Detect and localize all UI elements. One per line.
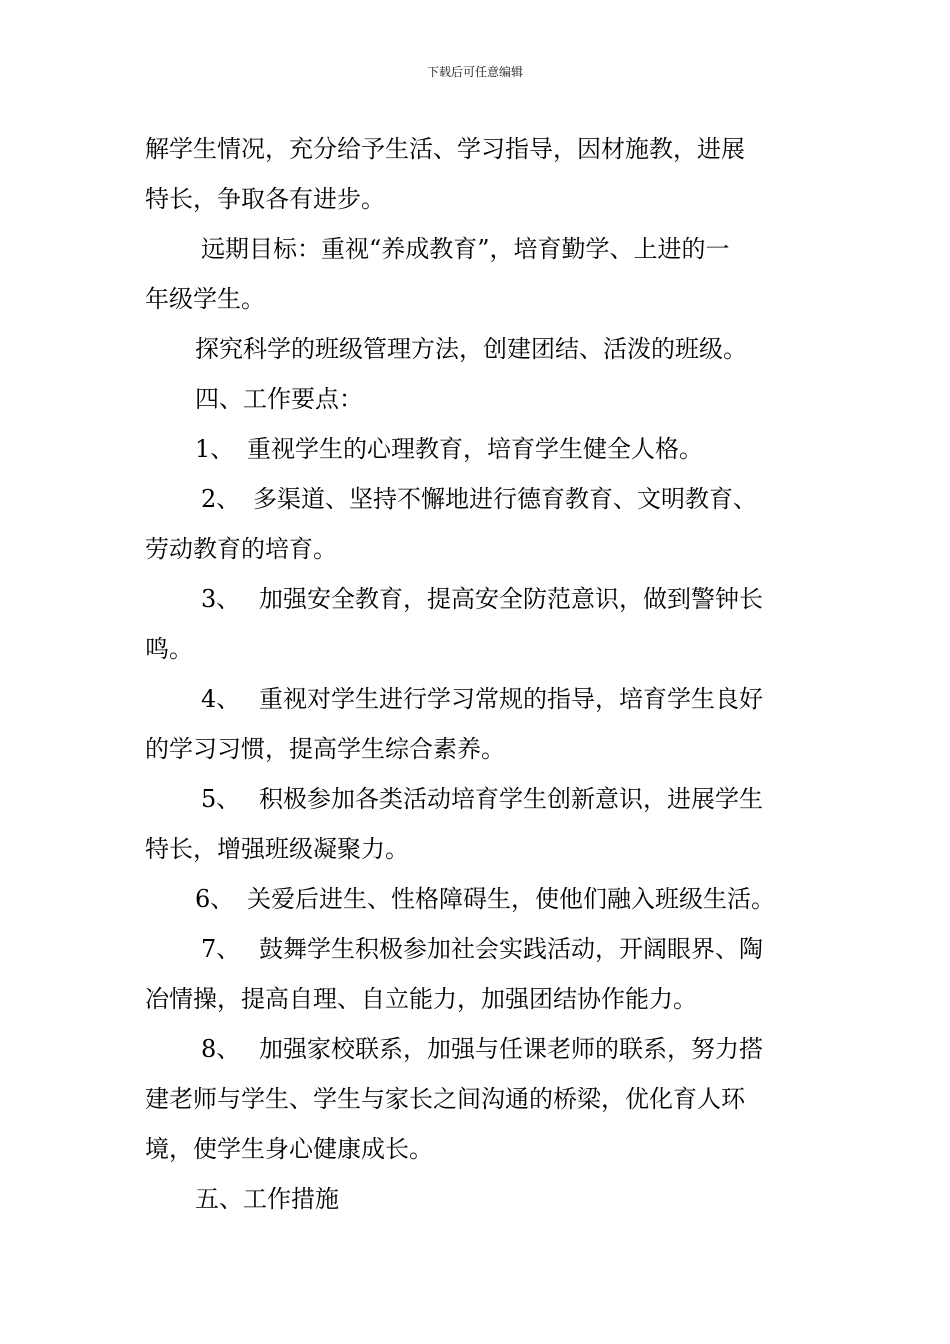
- list-item-text: 加强安全教育，提高安全防范意识，做到警钟长: [259, 585, 763, 613]
- list-number: 7、: [201, 935, 241, 963]
- list-item-text: 积极参加各类活动培育学生创新意识，进展学生: [259, 785, 763, 813]
- list-item: [145, 924, 810, 1024]
- text-line: 探究科学的班级管理方法，创建团结、活泼的班级。: [195, 335, 747, 363]
- paragraph-continuation: [145, 124, 810, 224]
- text-line: [145, 924, 810, 974]
- list-item: [145, 424, 810, 474]
- list-item: [145, 574, 810, 674]
- text-line: 鸣。: [145, 635, 193, 663]
- text-line: [145, 574, 810, 624]
- text-line: [145, 474, 810, 524]
- list-item: [145, 874, 810, 924]
- text-line: 远期目标：重视“养成教育”，培育勤学、上进的一: [201, 235, 730, 263]
- text-line: [145, 1024, 810, 1074]
- text-line: 解学生情况，充分给予生活、学习指导，因材施教，进展: [145, 135, 745, 163]
- list-number: 3、: [201, 585, 241, 613]
- section-heading-work-measures: [145, 1174, 810, 1224]
- list-number: 2、: [201, 485, 241, 513]
- section-heading-work-points: [145, 374, 810, 424]
- list-item-text: 关爱后进生、性格障碍生，使他们融入班级生活。: [247, 885, 775, 913]
- list-item-text: 鼓舞学生积极参加社会实践活动，开阔眼界、陶: [259, 935, 763, 963]
- list-number: 5、: [201, 785, 241, 813]
- text-line: 建老师与学生、学生与家长之间沟通的桥梁，优化育人环: [145, 1085, 745, 1113]
- text-line: 的学习习惯，提高学生综合素养。: [145, 735, 505, 763]
- page-header: 下载后可任意编辑: [426, 65, 523, 79]
- text-line: [145, 424, 810, 474]
- list-item-text: 重视对学生进行学习常规的指导，培育学生良好: [259, 685, 763, 713]
- text-line: [145, 674, 810, 724]
- list-item: [145, 774, 810, 874]
- list-item-text: 多渠道、坚持不懈地进行德育教育、文明教育、: [253, 485, 757, 513]
- list-number: 6、: [195, 885, 235, 913]
- text-line: 境，使学生身心健康成长。: [145, 1135, 433, 1163]
- list-item-text: 加强家校联系，加强与任课老师的联系，努力搭: [259, 1035, 763, 1063]
- text-line: [145, 774, 810, 824]
- list-item: [145, 1024, 810, 1174]
- paragraph-management: [145, 324, 810, 374]
- text-line: 特长，增强班级凝聚力。: [145, 835, 409, 863]
- text-line: 劳动教育的培育。: [145, 535, 337, 563]
- text-line: 年级学生。: [145, 285, 265, 313]
- section-heading: 五、工作措施: [195, 1185, 339, 1213]
- text-line: 特长，争取各有进步。: [145, 185, 385, 213]
- paragraph-long-term-goal: [145, 224, 810, 324]
- list-number: 1、: [195, 435, 235, 463]
- list-number: 4、: [201, 685, 241, 713]
- text-line: 冶情操，提高自理、自立能力，加强团结协作能力。: [145, 985, 697, 1013]
- list-item: [145, 674, 810, 774]
- document-body: [145, 124, 810, 1224]
- list-item: [145, 474, 810, 574]
- list-item-text: 重视学生的心理教育，培育学生健全人格。: [247, 435, 703, 463]
- text-line: [145, 874, 810, 924]
- section-heading: 四、工作要点：: [195, 385, 363, 413]
- list-number: 8、: [201, 1035, 241, 1063]
